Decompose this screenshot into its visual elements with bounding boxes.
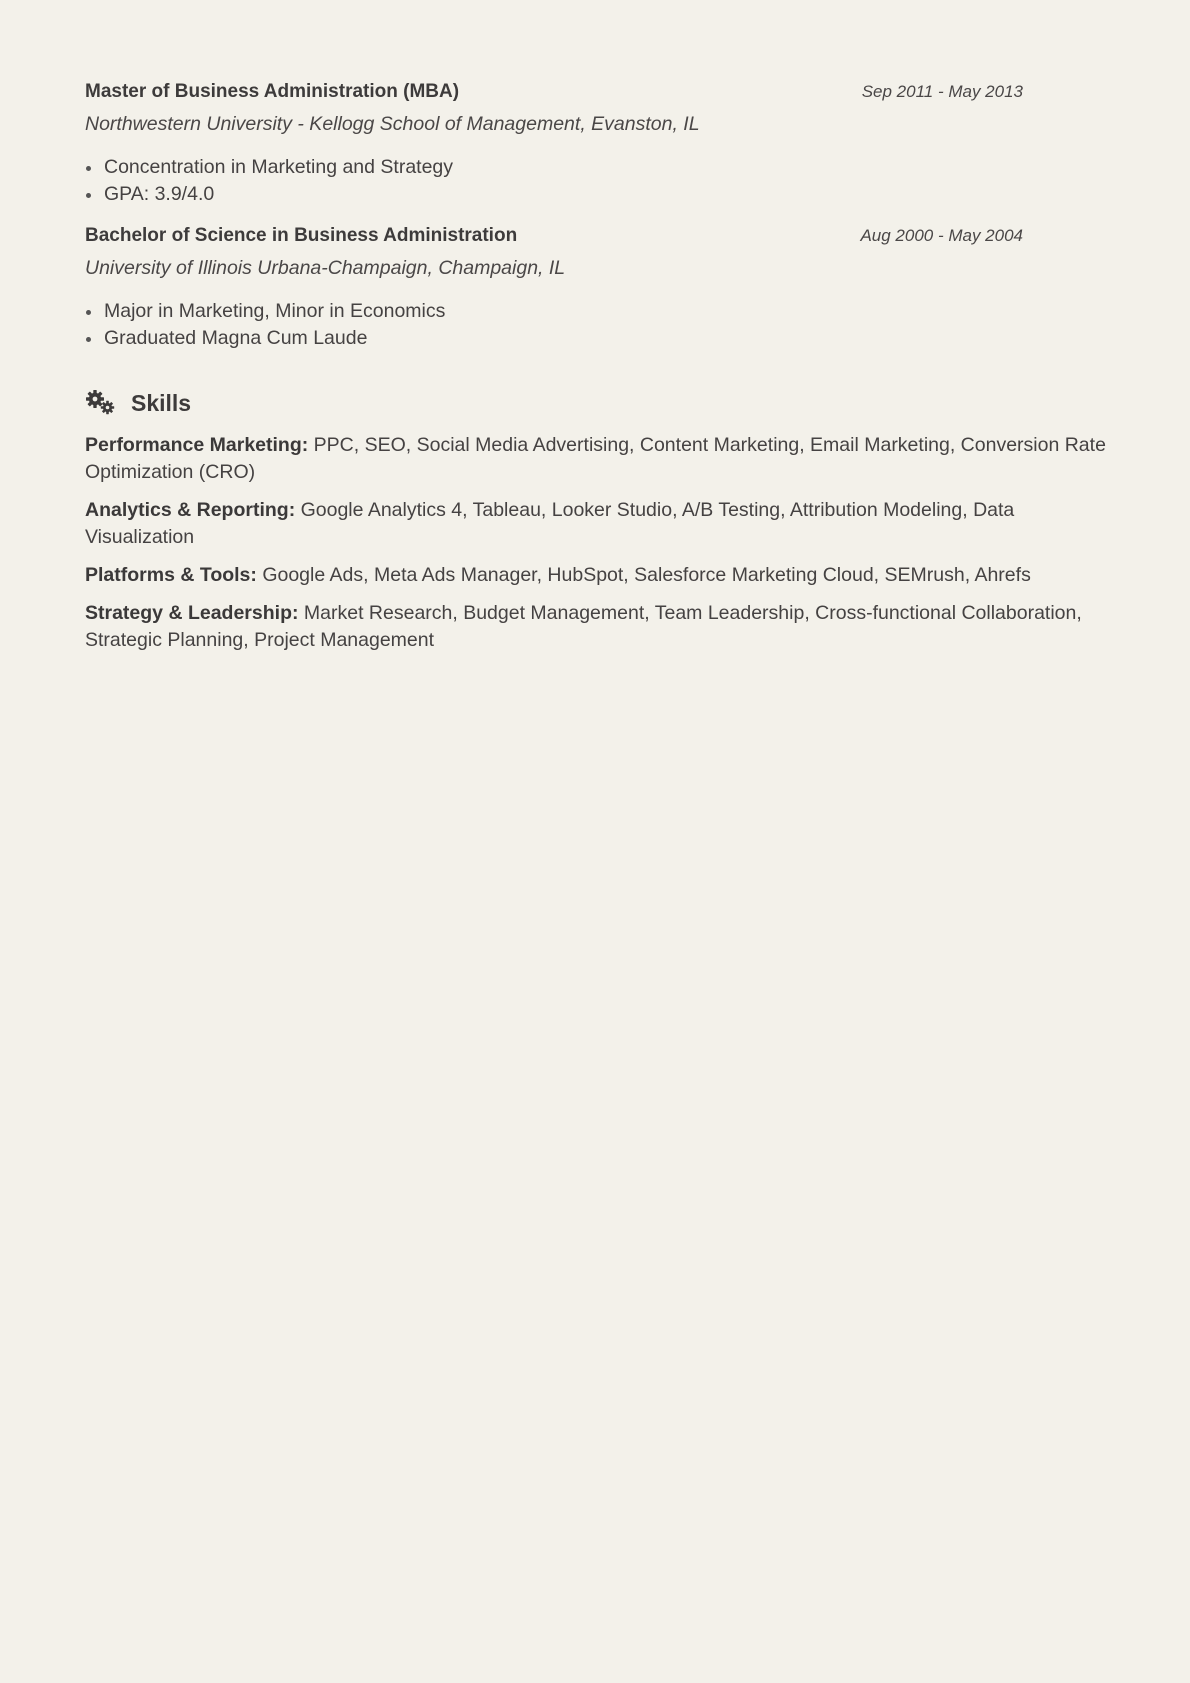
- skill-category: Analytics & Reporting:: [85, 499, 296, 521]
- list-item-text: GPA: 3.9/4.0: [104, 183, 215, 205]
- list-item: [85, 298, 1110, 325]
- skill-row: [85, 432, 1110, 486]
- bullet-icon: [86, 166, 91, 171]
- list-item-text: Major in Marketing, Minor in Economics: [104, 300, 446, 322]
- education-entry-mba: [85, 78, 1110, 208]
- school-name: Northwestern University - Kellogg School of Management, Evanston, IL: [85, 113, 700, 135]
- list-item: [85, 154, 1110, 181]
- bullet-icon: [86, 310, 91, 315]
- section-title: Skills: [131, 390, 192, 416]
- education-details-list: [85, 298, 1110, 352]
- skill-row: [85, 497, 1110, 551]
- skill-row: [85, 562, 1110, 589]
- skill-category: Performance Marketing:: [85, 434, 309, 456]
- date-range: Sep 2011 - May 2013: [861, 82, 1023, 101]
- list-item-text: Graduated Magna Cum Laude: [104, 327, 368, 349]
- gears-icon: [85, 389, 117, 417]
- degree-title: Bachelor of Science in Business Administration: [85, 225, 518, 246]
- list-item: [85, 181, 1110, 208]
- resume-page: [85, 78, 1110, 665]
- bullet-icon: [86, 193, 91, 198]
- date-range: Aug 2000 - May 2004: [860, 226, 1023, 245]
- education-entry-header: [85, 222, 1023, 250]
- skill-category: Platforms & Tools:: [85, 564, 257, 586]
- bullet-icon: [86, 337, 91, 342]
- list-item: [85, 325, 1110, 352]
- degree-title: Master of Business Administration (MBA): [85, 81, 460, 102]
- education-entry-header: [85, 78, 1023, 106]
- education-details-list: [85, 154, 1110, 208]
- skill-values: Google Ads, Meta Ads Manager, HubSpot, Salesforce Marketing Cloud, SEMrush, Ahrefs: [262, 564, 1031, 586]
- list-item-text: Concentration in Marketing and Strategy: [104, 156, 454, 178]
- skill-values: Google Analytics 4, Tableau, Looker Studio, A/B Testing, Attribution Modeling, Data Visualization: [85, 499, 1015, 548]
- education-entry-bachelor: [85, 222, 1110, 352]
- skills-section-header: [85, 388, 1110, 418]
- school-name: University of Illinois Urbana-Champaign, Champaign, IL: [85, 257, 566, 279]
- skill-category: Strategy & Leadership:: [85, 602, 299, 624]
- skill-row: [85, 600, 1110, 654]
- skill-values: PPC, SEO, Social Media Advertising, Content Marketing, Email Marketing, Conversion Rate Optimization (CRO): [85, 434, 1106, 483]
- skill-values: Market Research, Budget Management, Team Leadership, Cross-functional Collaboration, Strategic Planning, Project Management: [85, 602, 1082, 651]
